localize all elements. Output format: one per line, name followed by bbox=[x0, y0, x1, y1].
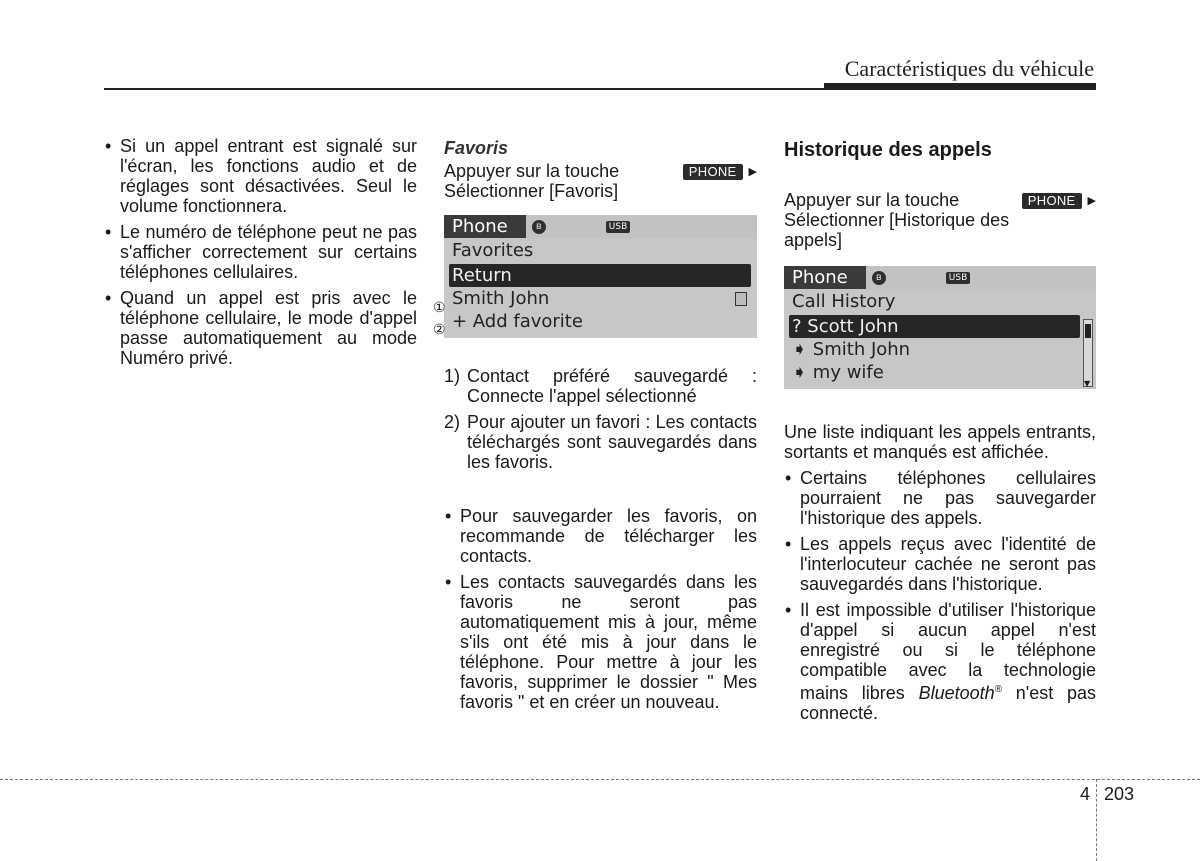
screen-row-scott-john: ? Scott John bbox=[789, 315, 1080, 338]
favorites-screen bbox=[444, 215, 757, 338]
phone-key-label: PHONE bbox=[1022, 193, 1082, 209]
favorites-instruction bbox=[444, 161, 757, 181]
numbered-item-2-marker: 2) bbox=[444, 412, 461, 432]
numbered-item-1 bbox=[444, 366, 757, 406]
bullet-incoming-call: • Si un appel entrant est signalé sur l'écran, les fonctions audio et de réglages sont désactivées. Seul le volume fonctionnera. bbox=[104, 136, 417, 216]
footer-divider bbox=[1096, 779, 1097, 861]
numbered-item-2 bbox=[444, 412, 757, 472]
bluetooth-icon: ʙ bbox=[532, 220, 546, 234]
phone-icon bbox=[735, 292, 747, 306]
numbered-item-2-text: Pour ajouter un favori : Les contacts téléchargés sont sauvegardés dans les favoris. bbox=[467, 412, 757, 472]
registered-mark: ® bbox=[994, 684, 1002, 695]
arrow-right-icon: ▶ bbox=[748, 166, 757, 178]
bullet-last-text-a: Il est impossible d'utiliser l'historique d'appel si aucun appel n'est enregistré ou si le téléphone compatible avec la technologie mains libres bbox=[800, 600, 1096, 703]
arrow-right-icon: ▶ bbox=[1087, 195, 1096, 207]
bullet-history-unavailable bbox=[784, 600, 1096, 723]
callout-2: ② bbox=[433, 321, 446, 337]
bluetooth-icon: ʙ bbox=[872, 271, 886, 285]
screen-row-contact bbox=[444, 287, 757, 310]
chapter-number: 4 bbox=[1080, 784, 1091, 804]
page-header-title: Caractéristiques du véhicule bbox=[844, 56, 1094, 81]
bullet-update-favorites: • Les contacts sauvegardés dans les favoris ne seront pas automatiquement mis à jour, même s'ils ont été mis à jour dans le téléphone. Pour mettre à jour les favoris, supprimer le dossier " Mes favoris " et en créer un nouveau. bbox=[444, 572, 757, 712]
history-select-text: Sélectionner [Historique des appels] bbox=[784, 210, 1010, 250]
numbered-item-1-marker: 1) bbox=[444, 366, 461, 386]
header-rule-accent bbox=[824, 83, 1096, 89]
bullet-hidden-caller: • Les appels reçus avec l'identité de l'interlocuteur cachée ne seront pas sauvegardés dans l'historique. bbox=[784, 534, 1096, 594]
bullet-number-display: • Le numéro de téléphone peut ne pas s'afficher correctement sur certains téléphones cellulaires. bbox=[104, 222, 417, 282]
call-history-heading: Historique des appels bbox=[784, 139, 992, 161]
screen-row-my-wife: ➧ my wife bbox=[792, 362, 884, 383]
favorites-select-text: Sélectionner [Favoris] bbox=[444, 181, 619, 201]
page-number: 203 bbox=[1104, 784, 1135, 804]
bullet-last-text-b: n'est pas connecté. bbox=[800, 683, 1097, 723]
bullet-history-not-saved: • Certains téléphones cellulaires pourraient ne pas sauvegarder l'historique des appels. bbox=[784, 468, 1096, 528]
callout-1: ① bbox=[433, 299, 446, 315]
screen-tab-phone: Phone bbox=[444, 215, 526, 238]
instruction-text: Appuyer sur la touche bbox=[444, 161, 620, 181]
call-history-screen bbox=[784, 266, 1096, 389]
screen-row-smith-john: ➧ Smith John bbox=[792, 339, 911, 360]
screen-title: Call History bbox=[792, 291, 896, 312]
history-description: Une liste indiquant les appels entrants, sortants et manqués est affichée. bbox=[784, 422, 1096, 462]
instruction-text: Appuyer sur la touche bbox=[784, 190, 960, 210]
bluetooth-brand: Bluetooth bbox=[918, 683, 995, 703]
screen-row-add-favorite: + Add favorite bbox=[452, 311, 583, 332]
numbered-item-1-text: Contact préféré sauvegardé : Connecte l'appel sélectionné bbox=[467, 366, 757, 406]
history-instruction bbox=[784, 190, 1096, 210]
phone-key-label: PHONE bbox=[683, 164, 743, 180]
favorites-subtitle: Favoris bbox=[444, 138, 509, 158]
screen-status-bar bbox=[784, 266, 1096, 289]
bullet-save-favorites: • Pour sauvegarder les favoris, on recommande de télécharger les contacts. bbox=[444, 506, 757, 566]
screen-scrollbar bbox=[1083, 319, 1093, 387]
screen-row-contact-label: Smith John bbox=[452, 288, 550, 309]
usb-icon: USB bbox=[946, 272, 970, 284]
screen-status-bar bbox=[444, 215, 757, 238]
screen-tab-phone: Phone bbox=[784, 266, 866, 289]
bullet-private-mode: • Quand un appel est pris avec le téléphone cellulaire, le mode d'appel passe automatiquement au mode Numéro privé. bbox=[104, 288, 417, 368]
column-3 bbox=[784, 136, 1096, 729]
column-2 bbox=[444, 136, 757, 718]
scrollbar-thumb bbox=[1085, 324, 1091, 338]
screen-title: Favorites bbox=[452, 240, 534, 261]
column-1 bbox=[104, 136, 417, 374]
scroll-down-icon: ▼ bbox=[1084, 379, 1091, 388]
footer-rule bbox=[0, 779, 1200, 780]
screen-row-return: Return bbox=[449, 264, 751, 287]
usb-icon: USB bbox=[606, 221, 630, 233]
